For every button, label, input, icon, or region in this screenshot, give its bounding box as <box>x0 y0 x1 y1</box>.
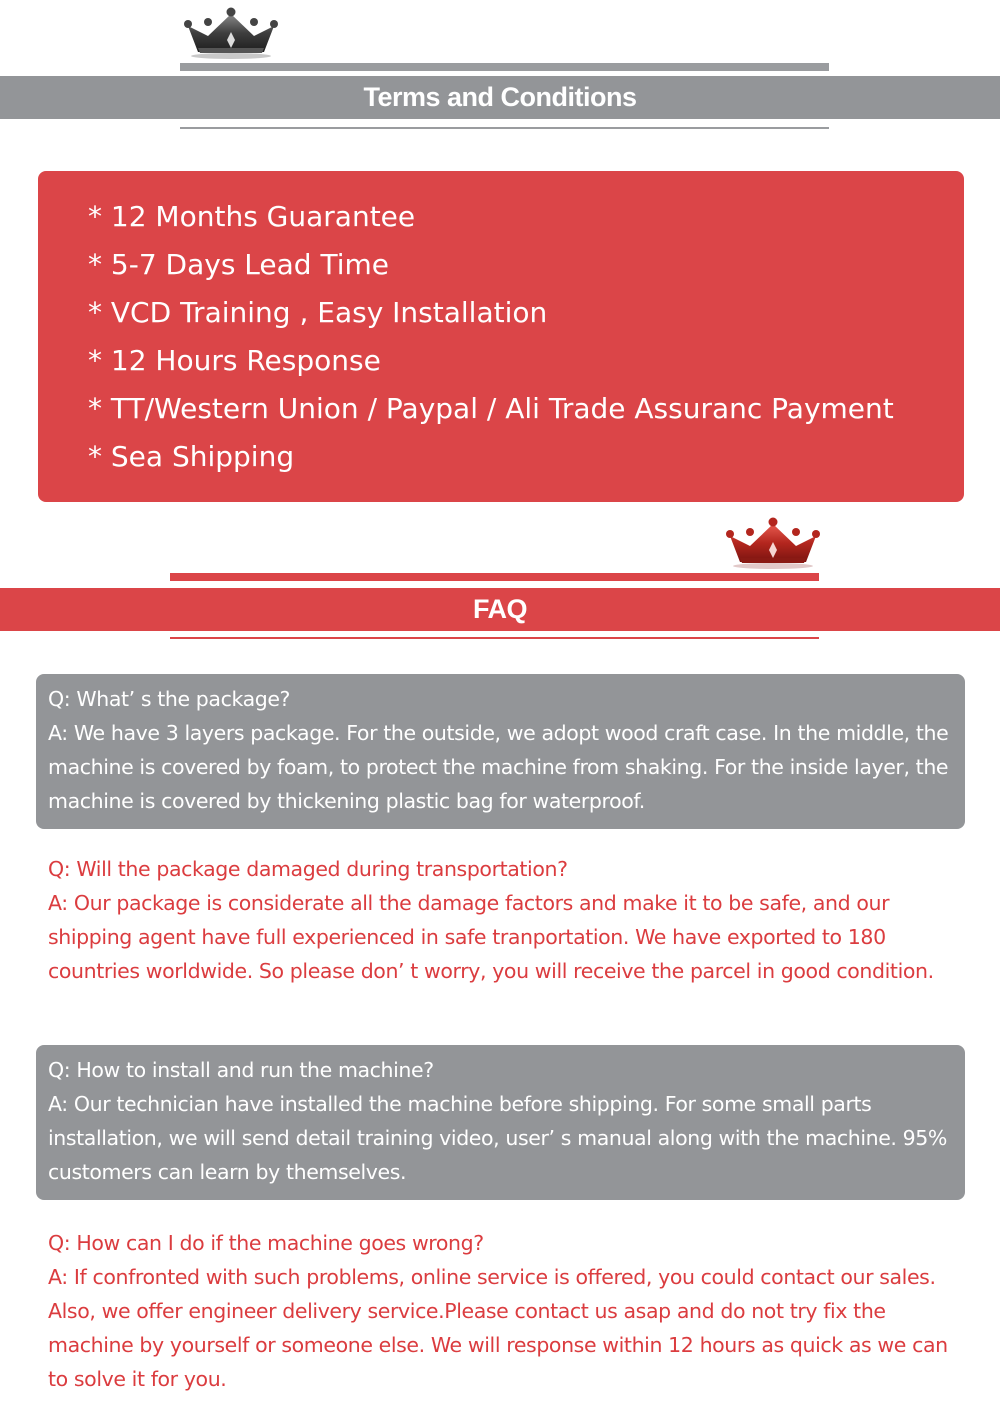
header-rule-top <box>180 63 829 71</box>
faq-question: Q: Will the package damaged during transportation? <box>48 857 568 881</box>
faq-question: Q: How to install and run the machine? <box>48 1058 434 1082</box>
terms-title: Terms and Conditions <box>363 82 637 112</box>
faq-item <box>36 674 965 829</box>
faq-question: Q: How can I do if the machine goes wrong? <box>48 1231 484 1255</box>
terms-item: * Sea Shipping <box>88 440 295 473</box>
faq-rule-top <box>170 573 819 581</box>
terms-item: * VCD Training , Easy Installation <box>88 296 548 329</box>
faq-rule-bottom <box>170 637 819 639</box>
faq-item <box>36 844 965 1029</box>
faq-answer: A: We have 3 layers package. For the outside, we adopt wood craft case. In the middle, the machine is covered by foam, to protect the machine from shaking. For the inside layer, the machine is covered by thickening plastic bag for waterproof. <box>48 721 949 813</box>
faq-answer: A: Our technician have installed the machine before shipping. For some small parts installation, we will send detail training video, user’ s manual along with the machine. 95% customers can learn by themselves. <box>48 1092 948 1184</box>
faq-answer: A: If confronted with such problems, online service is offered, you could contact our sales. Also, we offer engineer delivery service.Please contact us asap and do not try fix the machine by yourself or someone else. We will response within 12 hours as quick as we can to solve it for you. <box>48 1265 948 1391</box>
terms-banner <box>0 76 1000 119</box>
terms-item: * 12 Hours Response <box>88 344 381 377</box>
terms-item: * TT/Western Union / Paypal / Ali Trade Assuranc Payment <box>88 392 894 425</box>
terms-item: * 12 Months Guarantee <box>88 200 416 233</box>
terms-list <box>38 171 964 502</box>
faq-answer: A: Our package is considerate all the damage factors and make it to be safe, and our shipping agent have full experienced in safe tranportation. We have exported to 180 countries worldwide. So please don’ t worry, you will receive the parcel in good condition. <box>48 891 934 983</box>
faq-question: Q: What’ s the package? <box>48 687 291 711</box>
faq-item <box>36 1218 965 1403</box>
crown-icon <box>182 6 280 60</box>
faq-banner <box>0 588 1000 631</box>
terms-item: * 5-7 Days Lead Time <box>88 248 389 281</box>
faq-title: FAQ <box>472 594 527 624</box>
faq-item <box>36 1045 965 1200</box>
crown-icon <box>724 516 822 570</box>
header-rule-bottom <box>180 127 829 129</box>
